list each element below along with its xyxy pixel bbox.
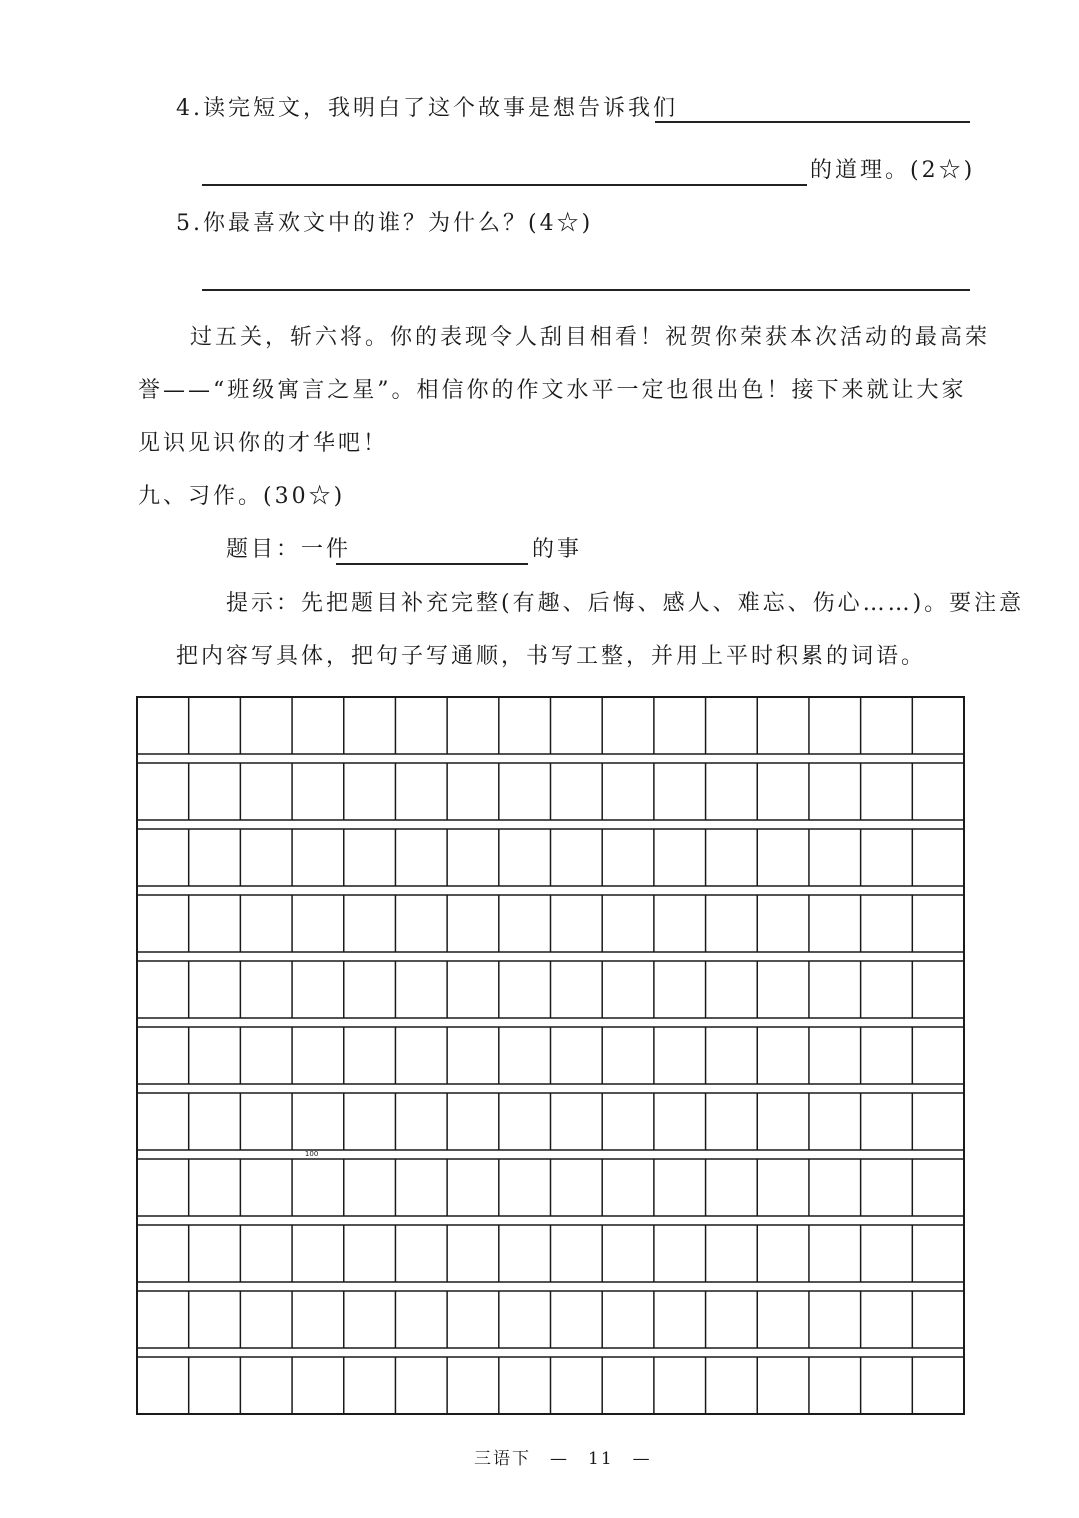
question-4-text: 4.读完短文，我明白了这个故事是想告诉我们 bbox=[176, 96, 678, 121]
page-footer: 三语下 — 11 — bbox=[474, 1449, 652, 1469]
word-count-marker: 100 bbox=[304, 1150, 319, 1158]
writing-heading: 九、习作。(30☆) bbox=[138, 484, 346, 509]
question-5-text: 5.你最喜欢文中的谁？为什么？(4☆) bbox=[176, 211, 594, 236]
writing-hint-line-2: 把内容写具体，把句子写通顺，书写工整，并用上平时积累的词语。 bbox=[176, 644, 927, 669]
encouragement-line-2: 誉——“班级寓言之星”。相信你的作文水平一定也很出色！接下来就让大家 bbox=[138, 378, 967, 403]
writing-title-suffix: 的事 bbox=[532, 537, 583, 562]
encouragement-line-3: 见识见识你的才华吧！ bbox=[138, 431, 389, 456]
question-4-suffix: 的道理。(2☆) bbox=[810, 158, 976, 183]
writing-hint-line-1: 提示：先把题目补充完整(有趣、后悔、感人、难忘、伤心……)。要注意 bbox=[226, 591, 1025, 616]
writing-title-prefix: 题目：一件 bbox=[226, 537, 352, 562]
encouragement-line-1: 过五关，斩六将。你的表现令人刮目相看！祝贺你荣获本次活动的最高荣 bbox=[190, 325, 991, 350]
